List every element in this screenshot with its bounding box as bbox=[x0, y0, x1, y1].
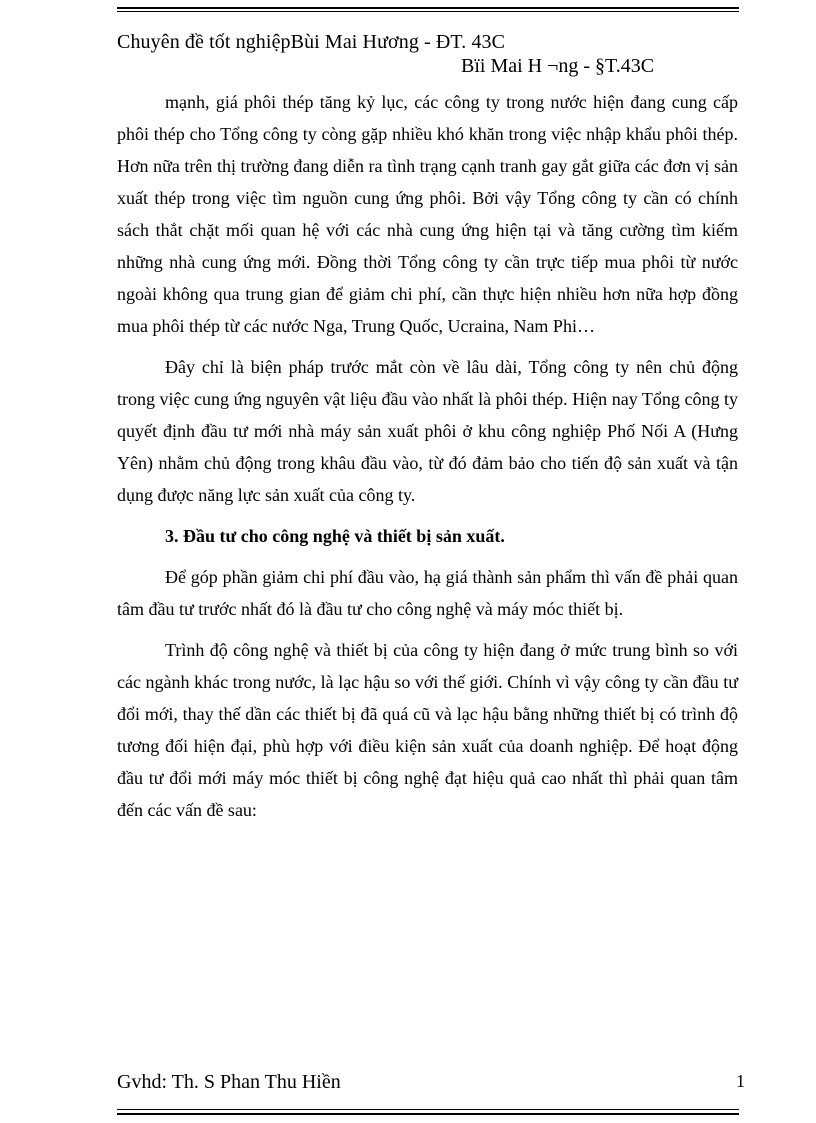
header-author-encoded: Bïi Mai H ¬ng - §T.43C bbox=[461, 55, 655, 77]
paragraph: Trình độ công nghệ và thiết bị của công ty hiện đang ở mức trung bình so với các ngành khác trong nước, là lạc hậu so với thế giới. Chính vì vậy công ty cần đầu tư đổi mới, thay thế dần các thiết bị đã quá cũ và lạc hậu bằng những thiết bị có trình độ tương đối hiện đại, phù hợp với điều kiện sản xuất của doanh nghiệp. Để hoạt động đầu tư đổi mới máy móc thiết bị công nghệ đạt hiệu quả cao nhất thì phải quan tâm đến các vấn đề sau: bbox=[117, 640, 738, 820]
paragraph: Đây chỉ là biện pháp trước mắt còn về lâu dài, Tổng công ty nên chủ động trong việc cung ứng nguyên vật liệu đầu vào nhất là phôi thép. Hiện nay Tổng công ty quyết định đầu tư mới nhà máy sản xuất phôi ở khu công nghiệp Phố Nối A (Hưng Yên) nhằm chủ động trong khâu đầu vào, từ đó đảm bảo cho tiến độ sản xuất và tận dụng được năng lực sản xuất của công ty. bbox=[117, 357, 738, 505]
paragraph: Để góp phần giảm chi phí đầu vào, hạ giá thành sản phẩm thì vấn đề phải quan tâm đầu tư trước nhất đó là đầu tư cho công nghệ và máy móc thiết bị. bbox=[117, 567, 738, 619]
paragraph: mạnh, giá phôi thép tăng kỷ lục, các công ty trong nước hiện đang cung cấp phôi thép cho Tổng công ty còng gặp nhiều khó khăn trong việc nhập khẩu phôi thép. Hơn nữa trên thị trường đang diễn ra tình trạng cạnh tranh gay gắt giữa các đơn vị sản xuất thép trong việc tìm nguồn cung ứng phôi. Bởi vậy Tổng công ty cần có chính sách thắt chặt mối quan hệ với các nhà cung ứng hiện tại và tăng cường tìm kiếm những nhà cung ứng mới. Đồng thời Tổng công ty cần trực tiếp mua phôi từ nước ngoài không qua trung gian để giảm chi phí, cần thực hiện nhiều hơn nữa hợp đồng mua phôi thép từ các nước Nga, Trung Quốc, Ucraina, Nam Phi… bbox=[117, 92, 738, 336]
page-number: 1 bbox=[736, 1071, 745, 1091]
section-heading: 3. Đầu tư cho công nghệ và thiết bị sản xuất. bbox=[165, 526, 505, 546]
footer-instructor: Gvhd: Th. S Phan Thu Hiền bbox=[117, 1071, 341, 1093]
footer-rule-bottom bbox=[117, 1113, 739, 1115]
header-rule-bottom bbox=[117, 11, 739, 12]
footer-rule-top bbox=[117, 1109, 739, 1110]
header-title: Chuyên đề tốt nghiệpBùi Mai Hương - ĐT. 43C bbox=[117, 31, 506, 53]
document-body bbox=[117, 86, 738, 835]
header-rule-top bbox=[117, 7, 739, 9]
